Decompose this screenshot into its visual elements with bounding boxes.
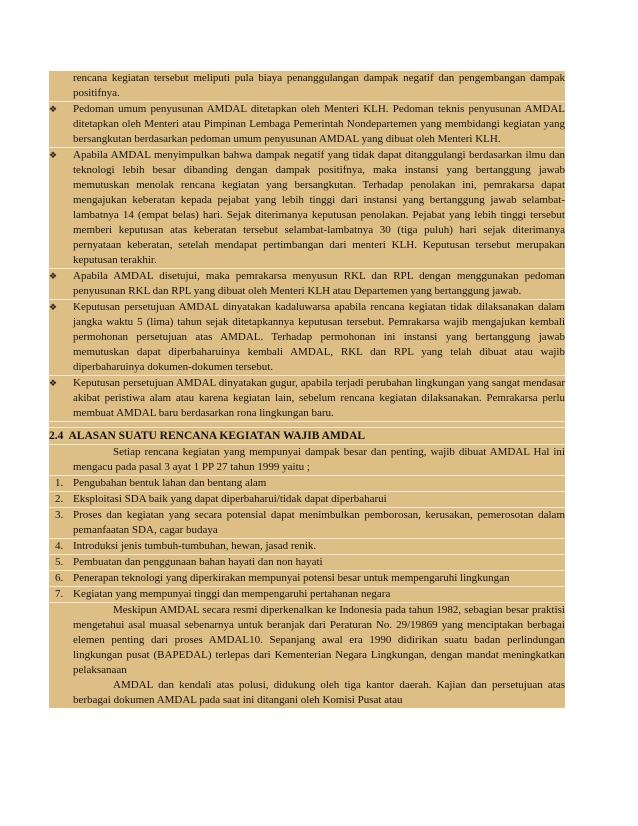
numbered-list bbox=[49, 476, 565, 603]
paragraph-text: Keputusan persetujuan AMDAL dinyatakan gugur, apabila terjadi perubahan lingkungan yang sangat mendasar akibat peristiwa alam atau karena kegiatan lain, sebelum rencana kegiatan dilaksanakan. Pemrakarsa perlu membuat AMDAL baru berdasarkan rona lingkungan baru. bbox=[73, 377, 565, 419]
list-item: 7. Kegiatan yang mempunyai tinggi dan mempengaruhi pertahanan negara bbox=[49, 587, 565, 603]
list-item: 4. Introduksi jenis tumbuh-tumbuhan, hewan, jasad renik. bbox=[49, 539, 565, 555]
section-heading bbox=[49, 428, 565, 445]
bullet-item bbox=[49, 102, 565, 148]
section-title: ALASAN SUATU RENCANA KEGIATAN WAJIB AMDAL bbox=[68, 430, 366, 442]
list-item: 6. Penerapan teknologi yang diperkirakan mempunyai potensi besar untuk mempengaruhi lingkungan bbox=[49, 571, 565, 587]
paragraph-text: rencana kegiatan tersebut meliputi pula biaya penanggulangan dampak negatif dan pengembangan dampak positifnya. bbox=[73, 72, 565, 99]
paragraph-text: Meskipun AMDAL secara resmi diperkenalkan ke Indonesia pada tahun 1982, sebagian besar praktisi mengetahui asal muasal sebenarnya untuk beranjak dari Peraturan No. 29/19869 yang menciptakan berbagai elemen penting dari proses AMDAL10. Sepanjang awal era 1990 didirikan suatu badan perlindungan lingkungan pusat (BAPEDAL) terlepas dari Kementerian Negara Lingkungan, dengan mandat meningkatkan pelaksanaan bbox=[73, 604, 565, 676]
bullet-continuation bbox=[49, 71, 565, 102]
diamond-bullet-icon: ❖ bbox=[49, 151, 58, 161]
diamond-bullet-icon: ❖ bbox=[49, 272, 58, 282]
list-item: 5. Pembuatan dan penggunaan bahan hayati dan non hayati bbox=[49, 555, 565, 571]
bullet-item bbox=[49, 269, 565, 300]
diamond-bullet-icon: ❖ bbox=[49, 379, 58, 389]
body-paragraph bbox=[49, 603, 565, 678]
diamond-bullet-icon: ❖ bbox=[49, 105, 58, 115]
paragraph-text: Pedoman umum penyusunan AMDAL ditetapkan oleh Menteri KLH. Pedoman teknis penyusunan AMDAL ditetapkan oleh Menteri atau Pimpinan Lembaga Pemerintah Nondepartemen yang membidangi kegiatan yang bersangkutan berdasarkan pedoman umum penyusunan AMDAL yang dibuat oleh Menteri KLH. bbox=[73, 103, 565, 145]
paragraph-text: AMDAL dan kendali atas polusi, didukung oleh tiga kantor daerah. Kajian dan persetujuan atas berbagai dokumen AMDAL pada saat ini ditangani oleh Komisi Pusat atau bbox=[73, 679, 565, 706]
paragraph-text: Keputusan persetujuan AMDAL dinyatakan kadaluwarsa apabila rencana kegiatan tidak dilaksanakan dalam jangka waktu 5 (lima) tahun sejak ditetapkannya keputusan tersebut. Pemrakarsa wajib mengajukan kembali permohonan persetujuan atas AMDAL. Terhadap permohonan ini instansi yang bertanggung jawab memutuskan dapat diperbaharuinya kembali AMDAL, RKL dan RPL yang telah dibuat atau wajib diperbaharuinya dokumen-dokumen tersebut. bbox=[73, 301, 565, 373]
list-item: 3. Proses dan kegiatan yang secara potensial dapat menimbulkan pemborosan, kerusakan, pemerosotan dalam pemanfaatan SDA, cagar budaya bbox=[49, 508, 565, 539]
intro-paragraph bbox=[49, 445, 565, 476]
list-item: 1. Pengubahan bentuk lahan dan bentang alam bbox=[49, 476, 565, 492]
list-item: 2. Eksploitasi SDA baik yang dapat diperbaharui/tidak dapat diperbaharui bbox=[49, 492, 565, 508]
diamond-bullet-icon: ❖ bbox=[49, 303, 58, 313]
section-number: 2.4 bbox=[49, 430, 64, 442]
paragraph-text: Apabila AMDAL disetujui, maka pemrakarsa menyusun RKL dan RPL dengan menggunakan pedoman penyusunan RKL dan RPL yang dibuat oleh Menteri KLH atau Departemen yang bertanggung jawab. bbox=[73, 270, 565, 297]
paragraph-text: Apabila AMDAL menyimpulkan bahwa dampak negatif yang tidak dapat ditanggulangi berdasarkan ilmu dan teknologi lebih besar dibanding dengan dampak positifnya, maka instansi yang bertanggung jawab memutuskan menolak rencana kegiatan yang bersangkutan. Terhadap penolakan ini, pemrakarsa dapat mengajukan keberatan kepada pejabat yang lebih tinggi dari instansi yang bertanggung jawab selambat-lambatnya 14 (empat belas) hari. Sejak diterimanya keputusan penolakan. Pejabat yang lebih tinggi tersebut memberi keputusan atas keberatan tersebut selambat-lambatnya 30 (tiga puluh) hari sejak diterimanya pernyataan keberatan, setelah mendapat pertimbangan dari menteri KLH. Keputusan tersebut merupakan keputusan terakhir. bbox=[73, 149, 565, 266]
body-paragraph bbox=[49, 678, 565, 708]
bullet-item bbox=[49, 300, 565, 376]
bullet-item bbox=[49, 148, 565, 269]
document-body bbox=[49, 71, 565, 708]
bullet-item bbox=[49, 376, 565, 422]
paragraph-text: Setiap rencana kegiatan yang mempunyai dampak besar dan penting, wajib dibuat AMDAL Hal ini mengacu pada pasal 3 ayat 1 PP 27 tahun 1999 yaitu ; bbox=[73, 446, 565, 473]
